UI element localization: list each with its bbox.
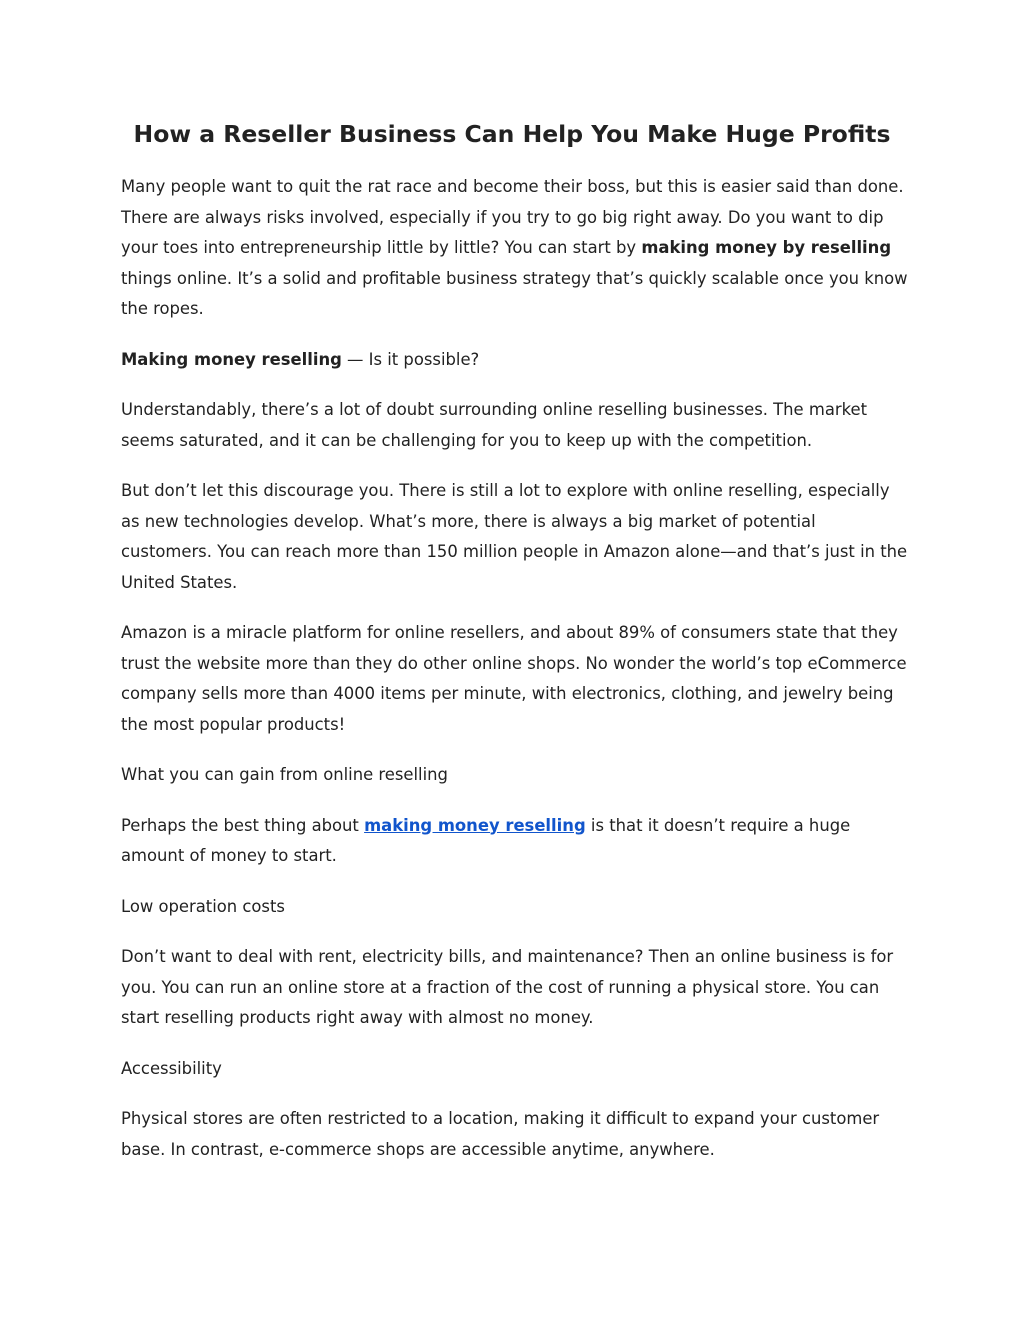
best-thing-text-start: Perhaps the best thing about	[121, 815, 365, 835]
making-money-reselling-link[interactable]: making money reselling	[364, 815, 586, 835]
paragraph-discourage: But don’t let this discourage you. There is still a lot to explore with online reselling, especially as new technologies develop. What’s more, there is always a big market of potential customers. You can reach more than 150 million people in Amazon alone—and that’s just in the United States.	[121, 481, 908, 592]
section-heading-low-costs: Low operation costs	[121, 896, 285, 916]
section-heading-accessibility: Accessibility	[121, 1058, 222, 1078]
paragraph-doubt: Understandably, there’s a lot of doubt surrounding online reselling businesses. The market seems saturated, and it can be challenging for you to keep up with the competition.	[121, 400, 868, 450]
paragraph-low-costs: Don’t want to deal with rent, electricity bills, and maintenance? Then an online business is for you. You can run an online store at a fraction of the cost of running a physical store. You can start reselling products right away with almost no money.	[121, 947, 894, 1027]
intro-text-end: things online. It’s a solid and profitable business strategy that’s quickly scalable once you know the ropes.	[121, 268, 908, 318]
paragraph-amazon: Amazon is a miracle platform for online resellers, and about 89% of consumers state that they trust the website more than they do other online shops. No wonder the world’s top eCommerce company sells more than 4000 items per minute, with electronics, clothing, and jewelry being the most popular products!	[121, 623, 907, 734]
paragraph-best-thing	[121, 811, 911, 872]
document-body	[121, 172, 911, 1185]
section-heading-possible	[121, 345, 911, 376]
intro-text-start: Many people want to quit the rat race and become their boss, but this is easier said than done. There are always risks involved, especially if you try to go big right away. Do you want to dip your toes into entrepreneurship little by little? You can start by	[121, 177, 904, 257]
section-heading-bold: Making money reselling	[121, 349, 342, 369]
section-heading-rest: — Is it possible?	[341, 349, 480, 369]
section-heading-gain: What you can gain from online reselling	[121, 765, 448, 784]
paragraph-accessibility: Physical stores are often restricted to a location, making it difficult to expand your customer base. In contrast, e-commerce shops are accessible anytime, anywhere.	[121, 1109, 880, 1159]
best-thing-text-end: is that it doesn’t require a huge amount of money to start.	[121, 815, 851, 865]
intro-paragraph	[121, 172, 911, 325]
document-title: How a Reseller Business Can Help You Make Huge Profits	[133, 120, 891, 148]
intro-bold-phrase: making money by reselling	[641, 238, 892, 257]
